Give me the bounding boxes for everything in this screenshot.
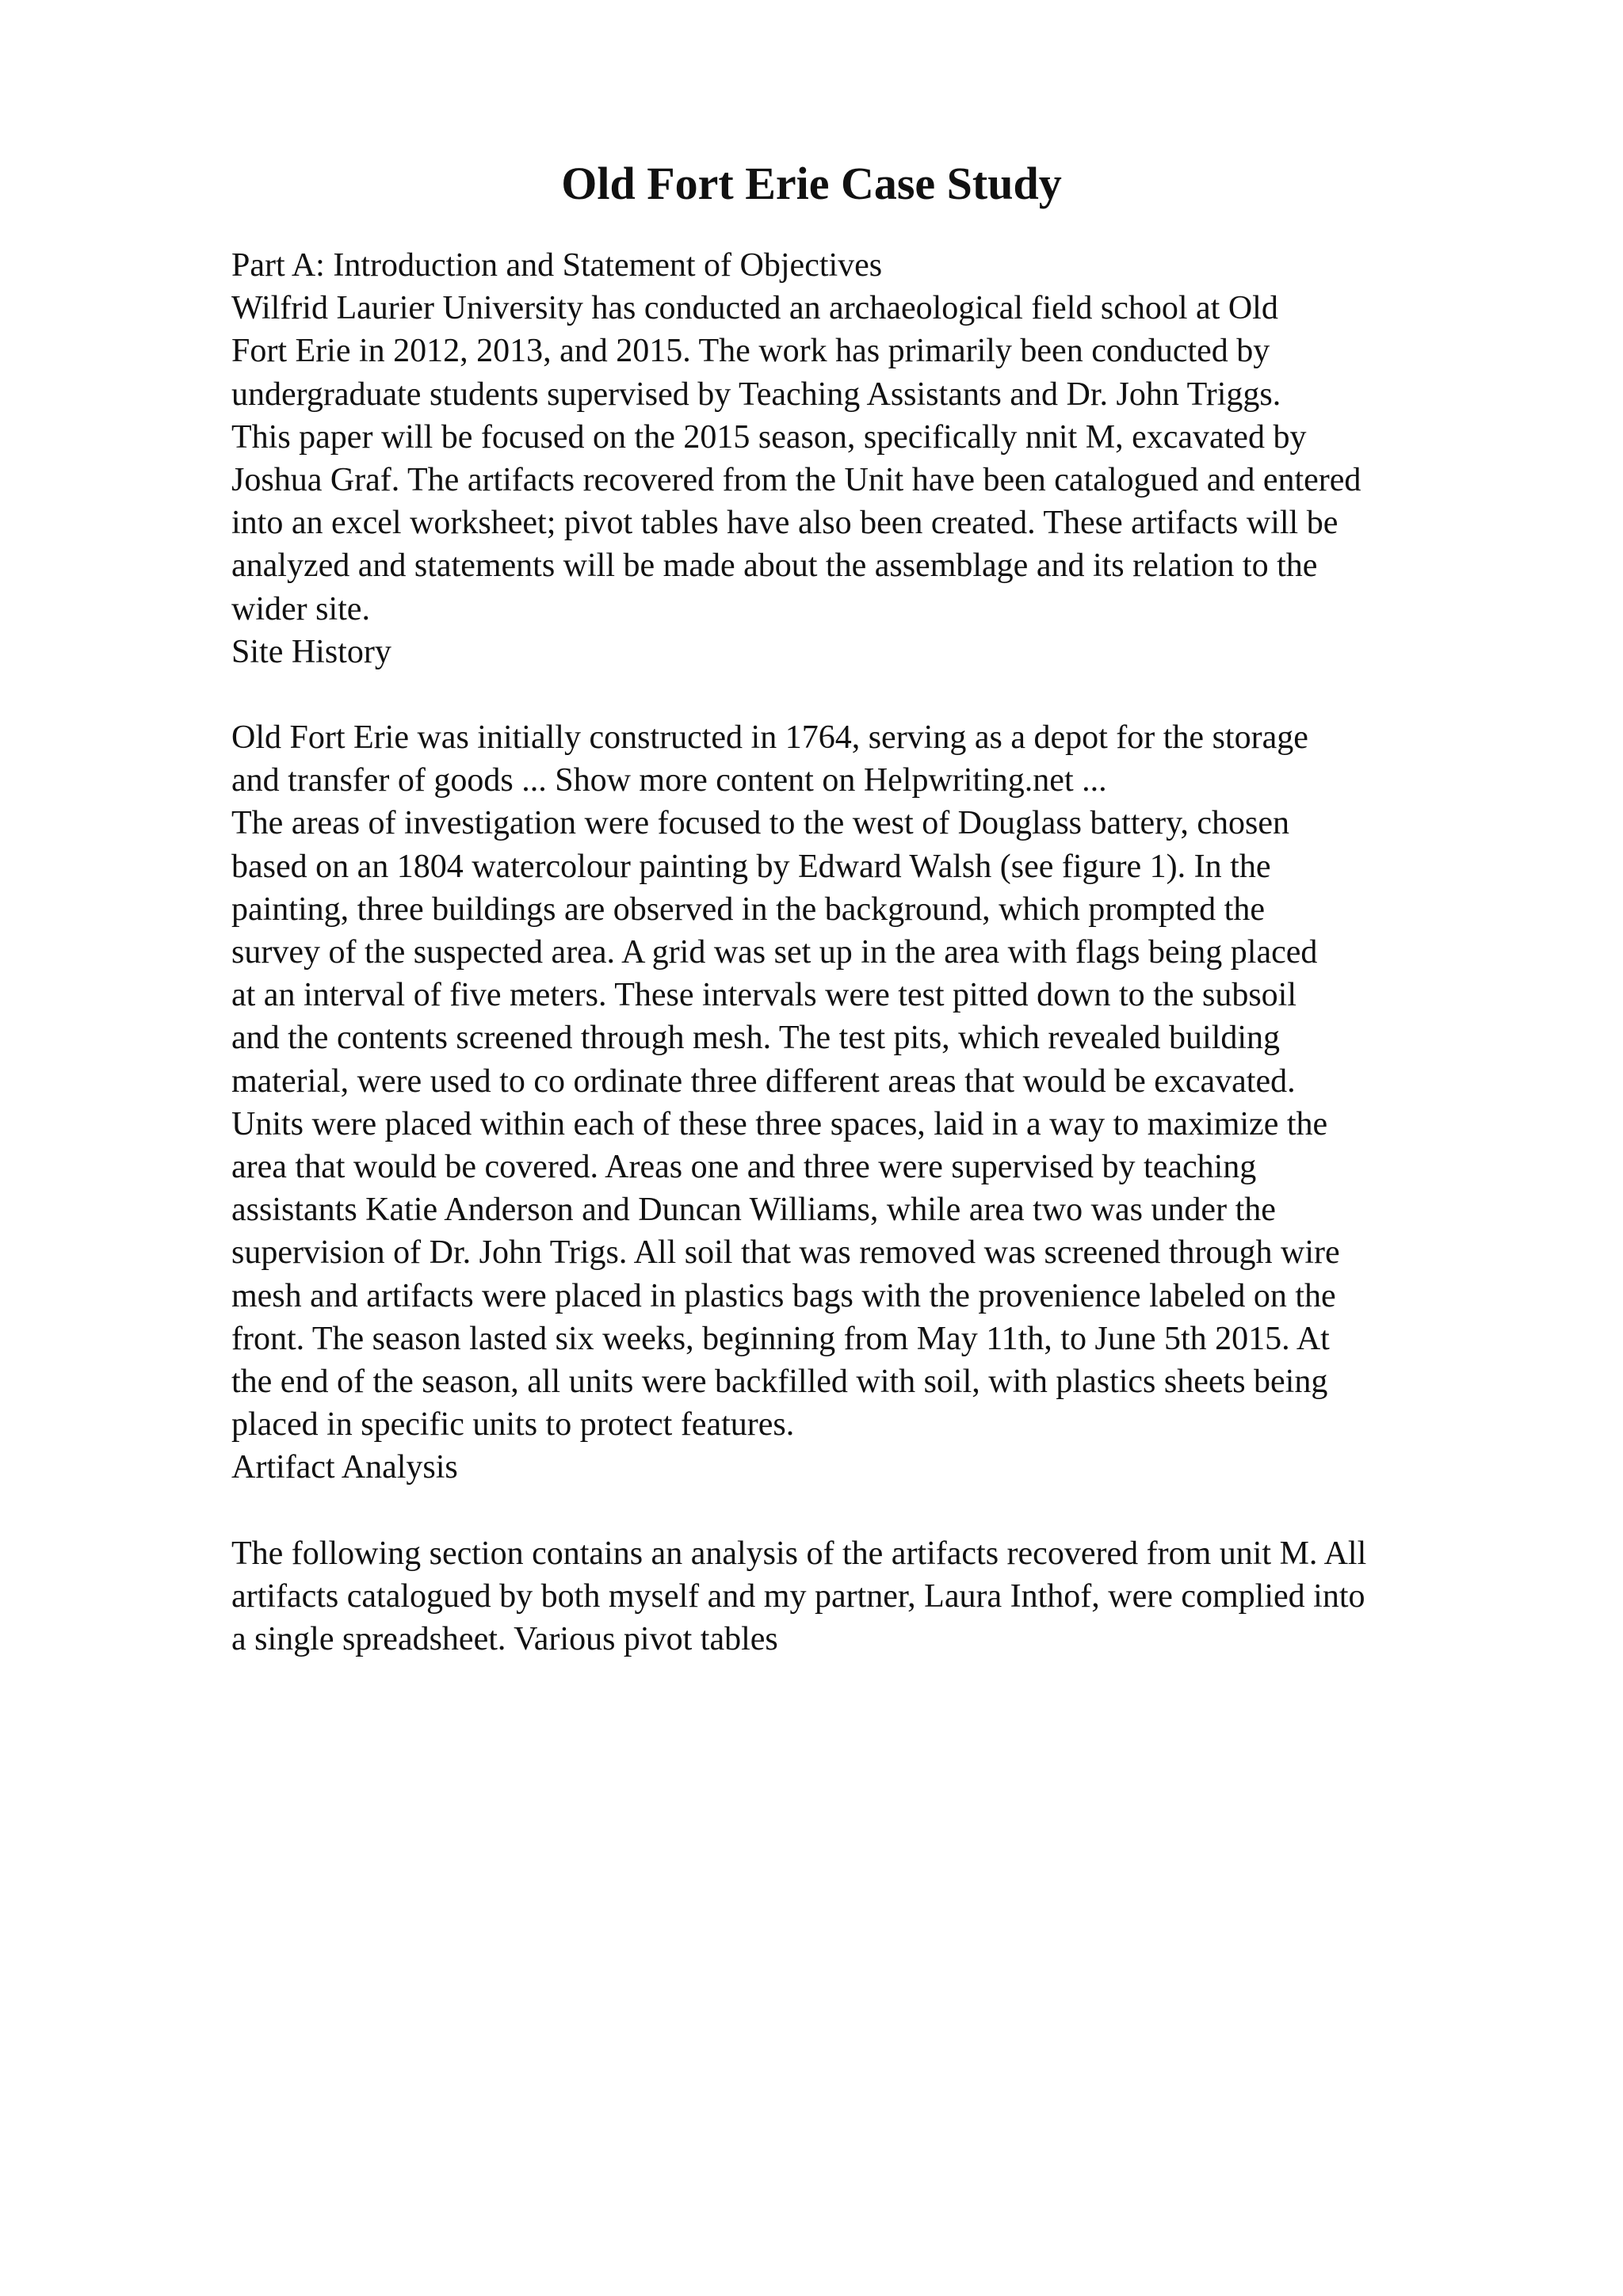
section-heading-part-a: Part A: Introduction and Statement of Objectives (231, 247, 883, 284)
text-line: at an interval of five meters. These intervals were test pitted down to the subsoil (231, 977, 1297, 1014)
text-line: and the contents screened through mesh. The test pits, which revealed building (231, 1020, 1281, 1057)
text-line: front. The season lasted six weeks, beginning from May 11th, to June 5th 2015. At (231, 1320, 1330, 1357)
document-title: Old Fort Erie Case Study (561, 158, 1062, 209)
text-line: area that would be covered. Areas one and three were supervised by teaching (231, 1148, 1257, 1185)
blank-line (231, 673, 1515, 716)
text-line: The areas of investigation were focused to the west of Douglass battery, chosen (231, 805, 1290, 842)
text-line: and transfer of goods ... Show more content on Helpwriting.net ... (231, 762, 1107, 799)
text-line: based on an 1804 watercolour painting by Edward Walsh (see figure 1). In the (231, 848, 1271, 885)
text-line: Old Fort Erie was initially constructed in 1764, serving as a depot for the storage (231, 719, 1308, 757)
blank-line (231, 1489, 1515, 1531)
text-line: artifacts catalogued by both myself and my partner, Laura Inthof, were complied into (231, 1577, 1365, 1615)
text-line: wider site. (231, 590, 370, 627)
text-line: Joshua Graf. The artifacts recovered from the Unit have been catalogued and entered (231, 461, 1361, 498)
text-line: Units were placed within each of these three spaces, laid in a way to maximize the (231, 1105, 1328, 1142)
text-line: painting, three buildings are observed in the background, which prompted the (231, 891, 1265, 928)
text-line: The following section contains an analysis of the artifacts recovered from unit M. All (231, 1535, 1367, 1572)
text-line: material, were used to co ordinate three different areas that would be excavated. (231, 1062, 1296, 1100)
text-line: analyzed and statements will be made about the assemblage and its relation to the (231, 547, 1318, 585)
text-line: the end of the season, all units were backfilled with soil, with plastics sheets being (231, 1363, 1328, 1400)
text-line: survey of the suspected area. A grid was set up in the area with flags being placed (231, 934, 1318, 971)
text-line: Fort Erie in 2012, 2013, and 2015. The work has primarily been conducted by (231, 333, 1270, 370)
text-line: a single spreadsheet. Various pivot tables (231, 1621, 778, 1657)
section-heading-site-history: Site History (231, 633, 391, 670)
text-line: undergraduate students supervised by Teaching Assistants and Dr. John Triggs. (231, 376, 1281, 413)
text-line: placed in specific units to protect features. (231, 1406, 795, 1444)
text-line: into an excel worksheet; pivot tables have also been created. These artifacts will be (231, 505, 1338, 542)
text-line: This paper will be focused on the 2015 season, specifically nnit M, excavated by (231, 418, 1307, 456)
text-line: Wilfrid Laurier University has conducted an archaeological field school at Old (231, 290, 1278, 327)
document-body (231, 244, 1515, 1661)
text-line: mesh and artifacts were placed in plastics bags with the provenience labeled on the (231, 1277, 1336, 1314)
text-line: assistants Katie Anderson and Duncan Williams, while area two was under the (231, 1192, 1276, 1229)
section-heading-artifact-analysis: Artifact Analysis (231, 1449, 458, 1486)
text-line: supervision of Dr. John Trigs. All soil that was removed was screened through wire (231, 1234, 1340, 1272)
